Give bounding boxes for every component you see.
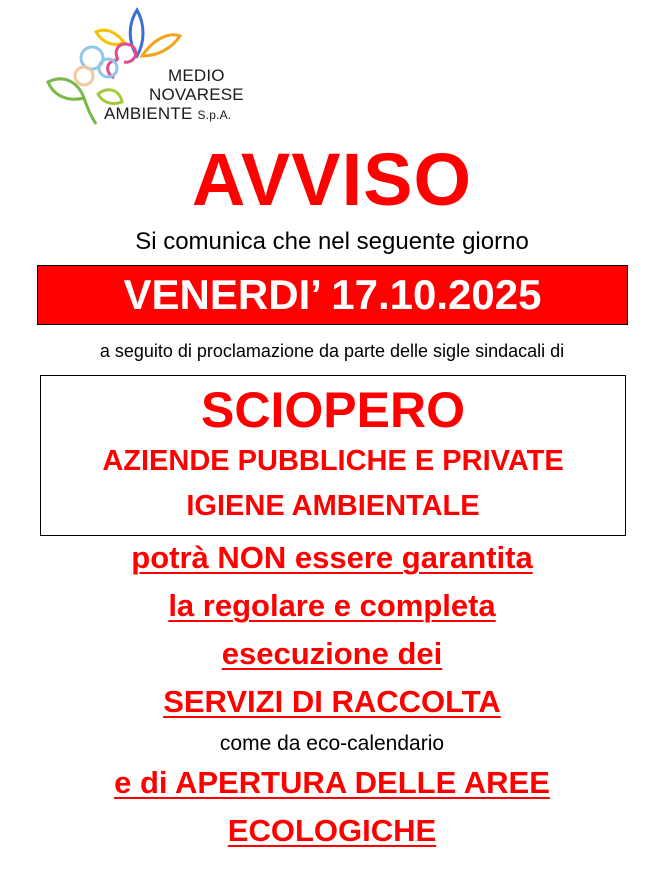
company-logo [44, 2, 274, 132]
notice-line-2: la regolare e completa [168, 588, 496, 623]
notice-line-4: SERVIZI DI RACCOLTA [163, 684, 501, 719]
notice-title: AVVISO [191, 138, 473, 221]
notice-line-1: potrà NON essere garantita [131, 540, 533, 575]
logo-line-2: NOVARESE [149, 85, 244, 104]
notice-subtitle: a seguito di proclamazione da parte delle sigle sindacali di [99, 341, 565, 361]
notice-line-7: ECOLOGICHE [227, 813, 437, 848]
strike-box [40, 375, 626, 536]
notice-intro: Si comunica che nel seguente giorno [135, 228, 529, 255]
strike-sector-line-2: IGIENE AMBIENTALE [186, 490, 480, 522]
logo-line-1: MEDIO [168, 66, 225, 85]
notice-line-5: come da eco-calendario [219, 732, 445, 755]
logo-suffix: S.p.A. [197, 108, 232, 122]
strike-sector-line-1: AZIENDE PUBBLICHE E PRIVATE [102, 445, 564, 477]
notice-line-3: esecuzione dei [221, 636, 443, 671]
strike-title: SCIOPERO [201, 382, 465, 438]
logo-line-3 [104, 104, 231, 125]
logo-line-3-text: AMBIENTE [104, 104, 193, 123]
notice-line-6: e di APERTURA DELLE AREE [114, 765, 550, 800]
strike-date-banner: VENERDI’ 17.10.2025 [37, 265, 628, 325]
